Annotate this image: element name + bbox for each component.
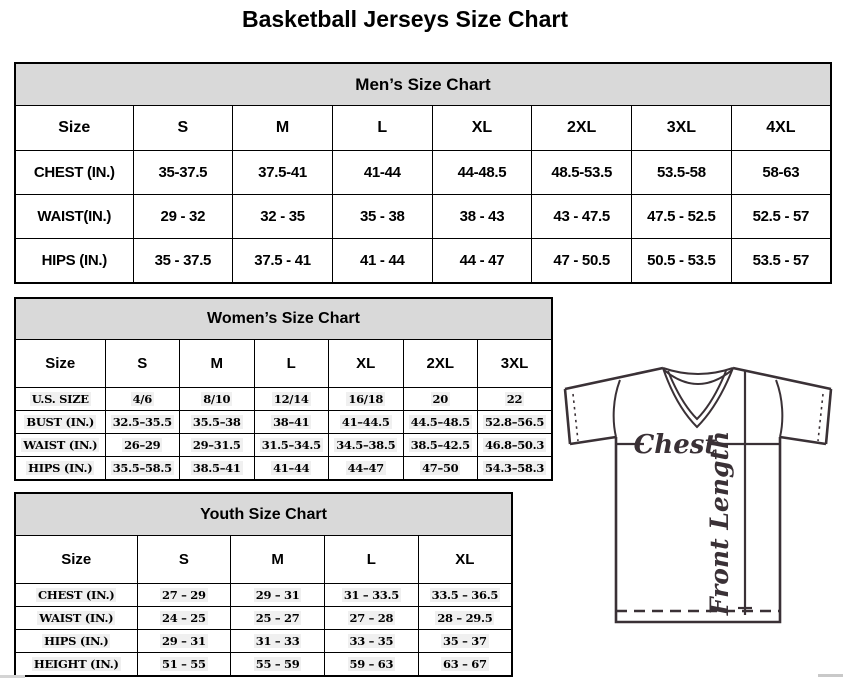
womens-cell-text: 12/14 xyxy=(273,392,309,406)
mens-cell-text: 35-37.5 xyxy=(158,164,208,181)
youth-cell xyxy=(418,630,512,653)
womens-column-header: M xyxy=(180,340,255,388)
womens-cell xyxy=(478,457,553,481)
youth-column-header: XL xyxy=(418,536,512,584)
womens-cell-text: 26–29 xyxy=(124,438,161,452)
mens-column-header: 4XL xyxy=(731,106,831,151)
womens-cell-text: 44–47 xyxy=(347,461,384,475)
youth-cell-text: 27 – 29 xyxy=(162,588,206,602)
front-length-measure-line xyxy=(738,370,752,615)
youth-cell-text: 27 – 28 xyxy=(349,611,394,625)
mens-cell xyxy=(632,195,732,239)
youth-table-row xyxy=(15,584,512,607)
womens-cell-text: 35.5–38 xyxy=(192,415,241,429)
mens-cell-text: 44 - 47 xyxy=(459,252,505,269)
mens-cell-text: 48.5-53.5 xyxy=(551,164,612,181)
womens-cell xyxy=(180,434,255,457)
mens-cell xyxy=(532,151,632,195)
youth-cell-text: 35 – 37 xyxy=(443,634,487,648)
womens-table-row xyxy=(15,457,552,481)
womens-cell xyxy=(254,411,329,434)
mens-cell xyxy=(133,195,233,239)
chest-label: Chest xyxy=(633,430,717,460)
jersey-outline xyxy=(565,368,831,622)
womens-cell xyxy=(180,411,255,434)
womens-column-header: 3XL xyxy=(478,340,553,388)
womens-cell-text: 38.5–41 xyxy=(192,461,241,475)
youth-cell-text: 24 – 25 xyxy=(162,611,206,625)
mens-cell-text: 41-44 xyxy=(363,164,401,181)
mens-cell xyxy=(731,151,831,195)
youth-row-label xyxy=(15,607,137,630)
womens-cell-text: 38.5–42.5 xyxy=(410,438,470,452)
youth-row-label xyxy=(15,584,137,607)
youth-cell-text: 59 – 63 xyxy=(349,657,394,671)
mens-cell-text: 35 - 38 xyxy=(359,208,405,225)
mens-cell-text: 53.5-58 xyxy=(656,164,706,181)
page-title: Basketball Jerseys Size Chart xyxy=(241,6,568,32)
collar-icon xyxy=(663,368,733,427)
womens-row-label xyxy=(15,411,105,434)
mens-cell-text: 47 - 50.5 xyxy=(553,252,610,269)
womens-column-header: S xyxy=(105,340,180,388)
mens-column-header: XL xyxy=(432,106,532,151)
mens-cell xyxy=(731,239,831,284)
mens-cell xyxy=(432,239,532,284)
mens-table-title: Men’s Size Chart xyxy=(15,63,831,106)
youth-cell xyxy=(231,584,325,607)
youth-cell xyxy=(137,630,231,653)
mens-cell xyxy=(233,151,333,195)
womens-row-label-text: U.S. SIZE xyxy=(31,392,89,406)
womens-cell-text: 44.5–48.5 xyxy=(410,415,470,429)
youth-cell xyxy=(325,607,419,630)
mens-row-label xyxy=(15,195,133,239)
jersey-measurement-diagram xyxy=(556,358,838,630)
mens-column-header: Size xyxy=(15,106,133,151)
youth-cell-text: 28 – 29.5 xyxy=(437,611,493,625)
mens-cell xyxy=(233,195,333,239)
mens-cell-text: 44-48.5 xyxy=(457,164,507,181)
womens-cell-text: 31.5–34.5 xyxy=(261,438,321,452)
youth-cell xyxy=(418,653,512,677)
youth-cell xyxy=(325,653,419,677)
womens-cell xyxy=(403,434,478,457)
youth-table-row xyxy=(15,607,512,630)
jersey-armhole-seams xyxy=(614,380,783,437)
mens-column-header: L xyxy=(332,106,432,151)
mens-cell xyxy=(532,239,632,284)
mens-table-row xyxy=(15,151,831,195)
womens-column-header: Size xyxy=(15,340,105,388)
womens-cell xyxy=(254,388,329,411)
youth-size-table xyxy=(14,492,513,677)
scrollbar-fragment-right[interactable] xyxy=(818,674,843,677)
mens-cell xyxy=(632,151,732,195)
mens-cell xyxy=(432,151,532,195)
youth-cell xyxy=(137,653,231,677)
youth-row-label-text: HIPS (IN.) xyxy=(44,634,109,648)
mens-column-header: M xyxy=(233,106,333,151)
mens-cell-text: 58-63 xyxy=(762,164,800,181)
mens-cell xyxy=(332,195,432,239)
womens-row-label xyxy=(15,457,105,481)
youth-cell xyxy=(418,607,512,630)
youth-row-label xyxy=(15,653,137,677)
mens-cell xyxy=(133,239,233,284)
womens-cell-text: 47–50 xyxy=(422,461,459,475)
mens-cell-text: 32 - 35 xyxy=(260,208,305,225)
youth-cell-text: 33 – 35 xyxy=(349,634,394,648)
mens-cell-text: 50.5 - 53.5 xyxy=(647,252,716,269)
youth-cell-text: 51 – 55 xyxy=(162,657,206,671)
womens-cell xyxy=(180,457,255,481)
womens-cell-text: 38–41 xyxy=(273,415,310,429)
womens-cell-text: 4/6 xyxy=(132,392,152,406)
womens-cell xyxy=(329,434,404,457)
womens-cell xyxy=(105,457,180,481)
mens-column-header: 2XL xyxy=(532,106,632,151)
womens-cell xyxy=(478,434,553,457)
mens-row-label-text: CHEST (IN.) xyxy=(33,164,115,181)
mens-cell xyxy=(731,195,831,239)
womens-cell-text: 52.8–56.5 xyxy=(484,415,545,429)
mens-cell xyxy=(233,239,333,284)
scrollbar-fragment-left[interactable] xyxy=(0,675,25,678)
youth-cell xyxy=(325,630,419,653)
womens-cell xyxy=(403,411,478,434)
womens-cell-text: 41–44 xyxy=(273,461,310,475)
youth-cell-text: 33.5 – 36.5 xyxy=(431,588,499,602)
mens-cell-text: 37.5 - 41 xyxy=(254,252,311,269)
youth-cell-text: 31 – 33 xyxy=(255,634,300,648)
mens-cell-text: 41 - 44 xyxy=(359,252,405,269)
womens-row-label xyxy=(15,434,105,457)
mens-row-label-text: WAIST(IN.) xyxy=(37,208,112,225)
mens-size-table xyxy=(14,62,832,284)
youth-table-row xyxy=(15,630,512,653)
mens-cell-text: 35 - 37.5 xyxy=(154,252,212,269)
youth-cell xyxy=(418,584,512,607)
youth-cell xyxy=(137,607,231,630)
womens-row-label-text: WAIST (IN.) xyxy=(23,438,98,452)
womens-row-label-text: BUST (IN.) xyxy=(26,415,95,429)
womens-cell-text: 16/18 xyxy=(348,392,384,406)
womens-table-row xyxy=(15,388,552,411)
womens-cell xyxy=(105,434,180,457)
womens-cell xyxy=(254,434,329,457)
womens-row-label xyxy=(15,388,105,411)
womens-cell xyxy=(478,388,553,411)
womens-cell-text: 34.5–38.5 xyxy=(336,438,396,452)
youth-column-header: L xyxy=(325,536,419,584)
youth-column-header: S xyxy=(137,536,231,584)
womens-column-header: 2XL xyxy=(403,340,478,388)
youth-row-label-text: HEIGHT (IN.) xyxy=(33,657,119,671)
womens-cell-text: 20 xyxy=(432,392,448,406)
youth-cell-text: 29 – 31 xyxy=(255,588,300,602)
womens-cell-text: 8/10 xyxy=(203,392,231,406)
womens-table-title: Women’s Size Chart xyxy=(15,298,552,340)
mens-cell xyxy=(332,239,432,284)
youth-column-header: Size xyxy=(15,536,137,584)
womens-cell-text: 46.8–50.3 xyxy=(484,438,545,452)
womens-size-table xyxy=(14,297,553,481)
mens-cell-text: 29 - 32 xyxy=(160,208,206,225)
front-length-label: Front Length xyxy=(705,430,734,616)
youth-cell xyxy=(137,584,231,607)
mens-column-header: 3XL xyxy=(632,106,732,151)
womens-cell-text: 35.5–58.5 xyxy=(112,461,172,475)
womens-cell-text: 22 xyxy=(506,392,523,406)
womens-cell xyxy=(403,388,478,411)
womens-cell xyxy=(180,388,255,411)
womens-cell xyxy=(329,388,404,411)
mens-row-label xyxy=(15,151,133,195)
mens-cell-text: 52.5 - 57 xyxy=(752,208,810,225)
youth-cell xyxy=(231,607,325,630)
mens-cell-text: 53.5 - 57 xyxy=(752,252,810,269)
mens-row-label-text: HIPS (IN.) xyxy=(41,252,107,269)
womens-cell xyxy=(105,411,180,434)
womens-cell xyxy=(478,411,553,434)
mens-cell-text: 38 - 43 xyxy=(459,208,505,225)
womens-cell xyxy=(105,388,180,411)
mens-row-label xyxy=(15,239,133,284)
youth-cell xyxy=(231,630,325,653)
womens-cell-text: 32.5–35.5 xyxy=(112,415,172,429)
youth-cell xyxy=(325,584,419,607)
youth-cell-text: 25 – 27 xyxy=(255,611,300,625)
womens-column-header: L xyxy=(254,340,329,388)
youth-table-title: Youth Size Chart xyxy=(15,493,512,536)
mens-table-row xyxy=(15,239,831,284)
youth-row-label xyxy=(15,630,137,653)
womens-cell xyxy=(329,457,404,481)
womens-column-header: XL xyxy=(329,340,404,388)
mens-cell xyxy=(632,239,732,284)
mens-cell-text: 43 - 47.5 xyxy=(553,208,610,225)
womens-table-row xyxy=(15,411,552,434)
youth-cell-text: 55 – 59 xyxy=(255,657,300,671)
mens-cell xyxy=(332,151,432,195)
mens-cell xyxy=(532,195,632,239)
youth-cell xyxy=(231,653,325,677)
womens-cell-text: 29–31.5 xyxy=(192,438,241,452)
youth-row-label-text: CHEST (IN.) xyxy=(38,588,115,602)
mens-cell xyxy=(133,151,233,195)
womens-cell xyxy=(329,411,404,434)
womens-cell-text: 41–44.5 xyxy=(341,415,390,429)
womens-row-label-text: HIPS (IN.) xyxy=(28,461,93,475)
mens-column-header: S xyxy=(133,106,233,151)
youth-cell-text: 31 – 33.5 xyxy=(343,588,399,602)
youth-column-header: M xyxy=(231,536,325,584)
youth-cell-text: 63 – 67 xyxy=(443,657,487,671)
womens-table-row xyxy=(15,434,552,457)
youth-cell-text: 29 – 31 xyxy=(162,634,206,648)
womens-cell xyxy=(254,457,329,481)
mens-table-row xyxy=(15,195,831,239)
youth-table-row xyxy=(15,653,512,677)
mens-cell xyxy=(432,195,532,239)
mens-cell-text: 47.5 - 52.5 xyxy=(647,208,716,225)
womens-cell-text: 54.3–58.3 xyxy=(484,461,545,475)
womens-cell xyxy=(403,457,478,481)
youth-row-label-text: WAIST (IN.) xyxy=(39,611,114,625)
mens-cell-text: 37.5-41 xyxy=(258,164,307,181)
